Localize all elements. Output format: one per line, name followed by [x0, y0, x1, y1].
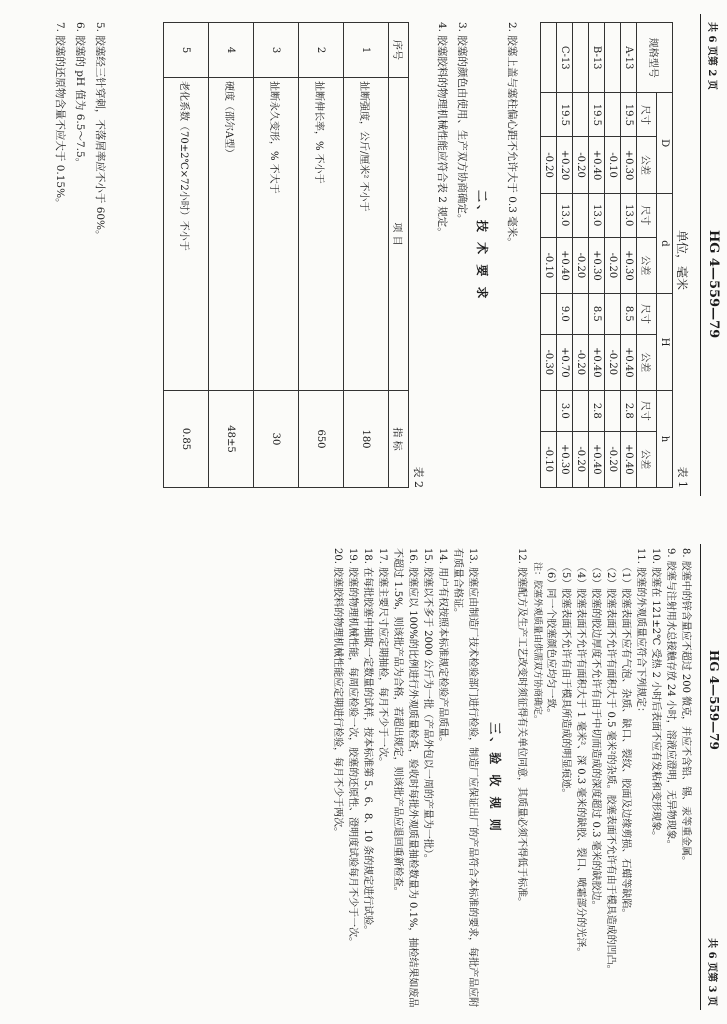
clause-18: 18. 在每批胶塞中抽取一定数量的试样，按本标准第 5、6、8、10 条的规定进行试验。: [362, 548, 374, 936]
dimension-cell: +0.30: [557, 431, 573, 488]
dimension-cell: 13.0: [557, 193, 573, 237]
property-row: [254, 23, 299, 488]
property-cell: 扯断永久变形，% 不大于: [254, 78, 299, 391]
property-row: [344, 23, 389, 488]
unit-label: 单位，毫米: [675, 230, 689, 291]
dimension-cell: +0.40: [621, 431, 637, 488]
clause-11-5: （5）胶塞表面不允许有由于模具所造成的明显痕迹。: [560, 562, 571, 799]
table1-label: 表 1: [676, 466, 689, 488]
dimension-cell: 2.8: [621, 391, 637, 431]
dimension-table: [540, 22, 673, 488]
property-cell: 1: [344, 23, 389, 78]
dimension-cell: [573, 294, 589, 334]
dimension-cell: +0.40: [589, 334, 605, 390]
property-table: [163, 22, 409, 488]
left-standard-code: HG 4—559—79: [706, 230, 721, 339]
left-page: [0, 0, 727, 510]
item-7: 7. 胶塞的还原物含量不应大于 0.15%。: [54, 22, 66, 209]
property-cell: 3: [254, 23, 299, 78]
property-cell: 180: [344, 391, 389, 488]
dimension-cell: C-13: [557, 23, 573, 93]
dimension-cell: 8.5: [589, 294, 605, 334]
dimension-cell: 9.0: [557, 294, 573, 334]
clause-11-note: 注：胶塞外观质量由供需双方协商确定。: [532, 562, 542, 725]
dimension-cell: +0.70: [557, 334, 573, 390]
clause-14: 14. 用户有权按照本标准规定检验产品质量。: [437, 548, 449, 748]
property-row: [299, 23, 344, 488]
size-header: 尺寸: [637, 294, 657, 334]
clause-11-4: （4）胶塞表面不允许有面积大于 1 毫米²、深 0.3 毫米的缺胶、裂口、喷霜部分的光泽。: [575, 562, 586, 958]
dimension-cell: B-13: [589, 23, 605, 93]
dimension-cell: [605, 391, 621, 431]
section-2-title: 二、技 术 要 求: [475, 190, 489, 302]
dimension-cell: [605, 23, 621, 93]
clause-16: 16. 胶塞应以 100%的比例进行外观质量检查，验收时每批外观质量抽检数量为 0.1%，抽检结果如废品不超过 1.5%，则该批产品为合格，若超出规定，则该批产品应退回重新检查。: [392, 548, 419, 1008]
dimension-cell: -0.20: [605, 237, 621, 293]
clause-11-3: （3）胶塞的胶边厚度不允许有由于中切而造成的深度超过 0.3 毫米的缺胶边。: [590, 562, 601, 911]
right-page: [0, 530, 727, 1024]
dimension-cell: [541, 193, 557, 237]
clause-15: 15. 胶塞以不多于 2000 公斤为一批（产品外包以一周的产量为一批）。: [422, 548, 434, 864]
dimension-cell: -0.20: [605, 431, 621, 488]
tolerance-header: 公差: [637, 334, 657, 390]
dimension-cell: [573, 23, 589, 93]
left-page-number: 共 6 页第 2 页: [706, 22, 717, 90]
dimension-cell: [541, 294, 557, 334]
header-rule: [700, 14, 701, 496]
clause-10: 10. 胶塞在 121±2℃ 受热 2 小时后表面不应有发粘和变形现象。: [650, 548, 661, 842]
dimension-row: [589, 23, 605, 488]
dimension-cell: 13.0: [621, 193, 637, 237]
dimension-cell: [605, 294, 621, 334]
clause-13: 13. 胶塞应由制造厂技术检验部门进行检验，制造厂应保证出厂的产品符合本标准的要求，每批产品应附有质量合格证。: [452, 548, 479, 1008]
dimension-cell: [541, 23, 557, 93]
dimension-cell: +0.30: [589, 237, 605, 293]
dimension-row: [541, 23, 557, 488]
right-standard-code: HG 4—559—79: [707, 650, 721, 750]
group-header-D: D: [657, 93, 673, 193]
dimension-cell: 19.5: [621, 93, 637, 137]
group-header-h: h: [657, 391, 673, 488]
table2-header-item: 项 目: [389, 78, 409, 391]
dimension-cell: 19.5: [557, 93, 573, 137]
property-row: [164, 23, 209, 488]
dimension-cell: [605, 93, 621, 137]
dimension-cell: +0.40: [589, 137, 605, 193]
property-cell: 扯断强度，公斤/厘米² 不小于: [344, 78, 389, 391]
property-cell: 扯断伸长率，% 不小于: [299, 78, 344, 391]
property-cell: 2: [299, 23, 344, 78]
dimension-cell: -0.20: [573, 237, 589, 293]
dimension-cell: +0.20: [557, 137, 573, 193]
clause-9: 9. 胶塞与注射用水总接触存放 24 小时，溶液应澄明，无异物现象。: [665, 548, 676, 850]
dimension-cell: A-13: [621, 23, 637, 93]
right-body: [331, 548, 694, 1008]
clause-17: 17. 胶塞主要尺寸应定期抽检，每月不少于一次。: [377, 548, 389, 768]
dimension-cell: [573, 93, 589, 137]
clause-19: 19. 胶塞的物理机械性能，每周应检验一次，胶塞的还原性、澄明度试验每月不少于一次。: [347, 548, 359, 948]
clause-20: 20. 胶塞胶料的物理机械性能应定期进行检验，每月不少于两次。: [332, 548, 344, 838]
dimension-cell: +0.40: [621, 334, 637, 390]
item-2: 2. 胶塞上盖与塞柱偏心距不允许大于 0.3 毫米。: [506, 22, 518, 248]
clause-11: 11. 胶塞的外观质量应符合下列规定：: [635, 548, 646, 718]
size-header: 尺寸: [637, 193, 657, 237]
dimension-cell: 3.0: [557, 391, 573, 431]
property-row: [209, 23, 254, 488]
property-cell: 48±5: [209, 391, 254, 488]
dimension-cell: 13.0: [589, 193, 605, 237]
property-cell: 硬度（邵尔A型）: [209, 78, 254, 391]
dimension-cell: +0.40: [557, 237, 573, 293]
property-cell: 650: [299, 391, 344, 488]
dimension-cell: [573, 391, 589, 431]
dimension-row: [605, 23, 621, 488]
dimension-cell: -0.20: [541, 137, 557, 193]
property-cell: 4: [209, 23, 254, 78]
item-3: 3. 胶塞的颜色由使用、生产双方协商确定。: [456, 22, 468, 225]
clause-12: 12. 胶塞配方及生产工艺改变时须征得有关单位同意，其质量必须不得低于标准。: [516, 548, 528, 908]
model-header: 规格型号: [637, 23, 673, 93]
table2-header-value: 指 标: [389, 391, 409, 488]
item-4: 4. 胶塞胶料的物理机械性能应符合表 2 规定。: [436, 22, 448, 238]
section-3-title: 三、验 收 规 则: [488, 722, 503, 834]
tolerance-header: 公差: [637, 137, 657, 193]
dimension-row: [573, 23, 589, 488]
table2-label: 表 2: [412, 466, 425, 488]
item-5: 5. 胶塞经三针穿刺，不落屑率应不小于 60%。: [94, 22, 106, 241]
dimension-cell: -0.20: [573, 334, 589, 390]
dimension-cell: +0.30: [621, 137, 637, 193]
group-header-H: H: [657, 294, 673, 391]
tolerance-header: 公差: [637, 431, 657, 488]
dimension-cell: -0.20: [573, 431, 589, 488]
item-6: 6. 胶塞的 pH 值为 6.5～7.5。: [74, 22, 86, 169]
size-header: 尺寸: [637, 391, 657, 431]
dimension-cell: [605, 193, 621, 237]
property-cell: 0.85: [164, 391, 209, 488]
clause-11-6: （6）同一个胶塞颜色应均匀一致。: [545, 562, 556, 719]
clause-11-1: （1）胶塞表面不应有气泡、杂质、缺口、裂纹、胶面及边缘剪损、石蜡等缺陷。: [620, 562, 631, 919]
dimension-row: [621, 23, 637, 488]
dimension-cell: 2.8: [589, 391, 605, 431]
dimension-cell: -0.20: [605, 334, 621, 390]
clause-11-2: （2）胶塞表面不允许有面积大于 0.5 毫米²的杂质。胶塞表面不允许有由于模具造成的凹凸。: [605, 562, 616, 975]
dimension-cell: -0.10: [541, 431, 557, 488]
property-cell: 30: [254, 391, 299, 488]
dimension-cell: +0.30: [621, 237, 637, 293]
property-cell: 老化系数（70±2℃×72小时）不小于: [164, 78, 209, 391]
dimension-cell: 19.5: [589, 93, 605, 137]
dimension-cell: [541, 391, 557, 431]
dimension-cell: +0.40: [589, 431, 605, 488]
table2-header-no: 序号: [389, 23, 409, 78]
header-rule: [700, 544, 701, 1010]
dimension-cell: [541, 93, 557, 137]
dimension-row: [557, 23, 573, 488]
clause-8: 8. 胶塞中的锌含量应不超过 200 微克，并应不含铅、锡、汞等重金属。: [680, 548, 691, 867]
right-page-number: 共 6 页第 3 页: [706, 938, 717, 1006]
dimension-cell: -0.10: [605, 137, 621, 193]
dimension-cell: -0.30: [541, 334, 557, 390]
property-cell: 5: [164, 23, 209, 78]
tolerance-header: 公差: [637, 237, 657, 293]
dimension-cell: [573, 193, 589, 237]
size-header: 尺寸: [637, 93, 657, 137]
dimension-cell: 8.5: [621, 294, 637, 334]
dimension-cell: -0.10: [541, 237, 557, 293]
dimension-cell: -0.20: [573, 137, 589, 193]
group-header-d: d: [657, 193, 673, 293]
